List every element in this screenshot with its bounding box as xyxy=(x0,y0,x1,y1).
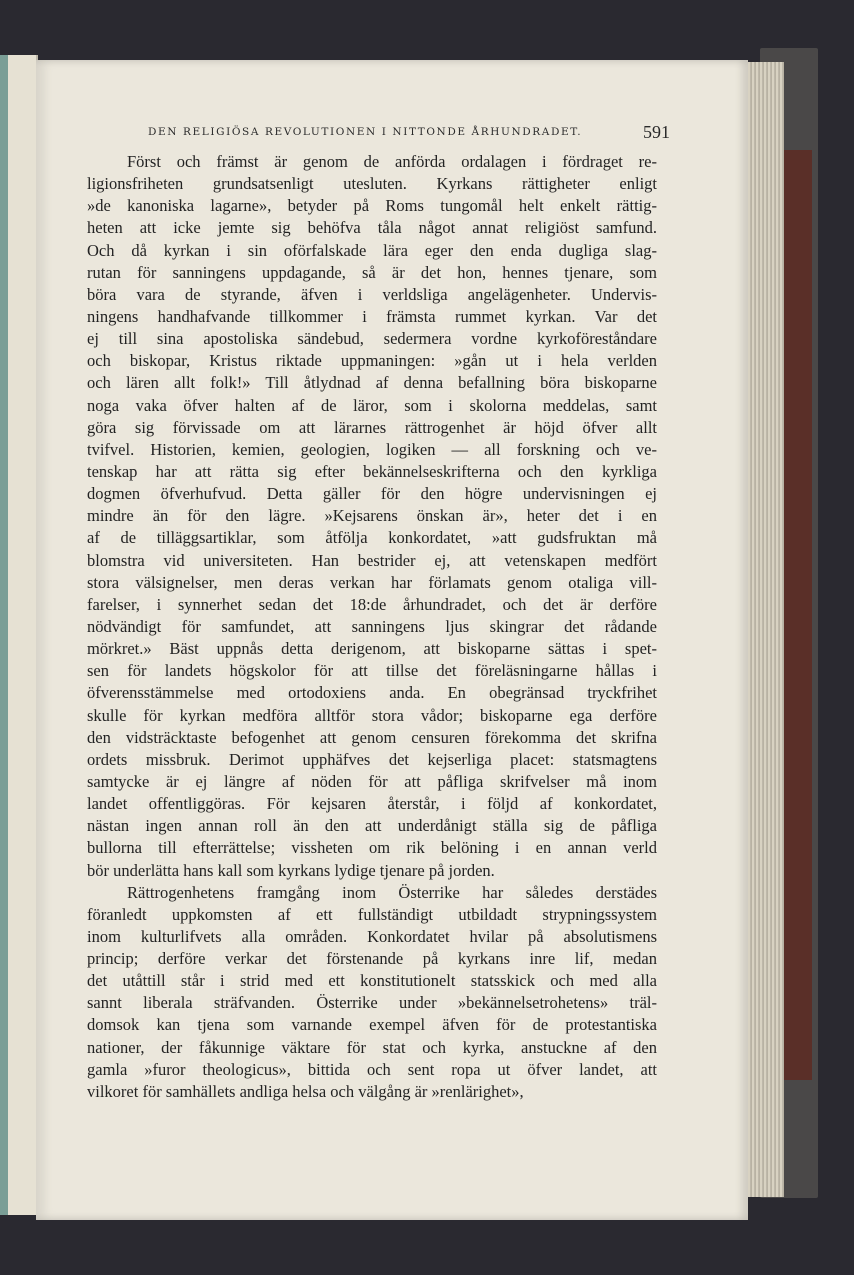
text-line: och lären allt folk!» Till åtlydnad af denna befallning böra biskoparne xyxy=(87,373,657,393)
text-line: nästan ingen annan roll än den att underdånigt ställa sig de påfliga xyxy=(87,816,657,836)
text-line: skulle för kyrkan medföra alltför stora vådor; biskoparne ega derföre xyxy=(87,705,657,725)
text-line: sannt liberala sträfvanden. Österrike under »bekännelsetrohetens» träl- xyxy=(87,993,657,1013)
text-line: ningens handhafvande tillkommer i främsta rummet kyrkan. Var det xyxy=(87,306,657,326)
text-line: vilkoret för samhällets andliga helsa och välgång är »renlärighet», xyxy=(87,1081,524,1101)
text-line: mindre än för den lägre. »Kejsarens önskan är», heter det i en xyxy=(87,506,657,526)
page-edges xyxy=(744,62,784,1197)
text-line: ligionsfriheten grundsatsenligt utesluten. Kyrkans rättigheter enligt xyxy=(87,174,657,194)
text-line: öfverensstämmelse med ortodoxiens anda. En obegränsad tryckfrihet xyxy=(87,683,657,703)
text-line: böra vara de styrande, äfven i verldsliga angelägenheter. Undervis- xyxy=(87,284,657,304)
text-line: nationer, der fåkunnige väktare för stat och kyrka, anstuckne af den xyxy=(87,1037,657,1057)
text-line: dogmen öfverhufvud. Detta gäller för den högre undervisningen ej xyxy=(87,484,657,504)
book-cover-spine xyxy=(782,150,812,1080)
text-line: blomstra vid universiteten. Han bestrider ej, att vetenskapen medfört xyxy=(87,550,657,570)
text-line: sen för landets högskolor för att tillse det föreläsningarne hållas i xyxy=(87,661,657,681)
text-line: ordets missbruk. Derimot upphäfves det kejserliga placet: statsmagtens xyxy=(87,749,657,769)
text-line: tvifvel. Historien, kemien, geologien, logiken — all forskning och ve- xyxy=(87,439,657,459)
text-line: Rättrogenhetens framgång inom Österrike har således derstädes xyxy=(127,882,657,902)
text-line: af de tilläggsartiklar, som åtfölja konkordatet, »att gudsfruktan må xyxy=(87,528,657,548)
text-line: heten att icke jemte sig behöfva tåla något annat religiöst samfund. xyxy=(87,218,657,238)
text-line: landet offentliggöras. För kejsaren återstår, i följd af konkordatet, xyxy=(87,794,657,814)
text-line: domsok kan tjena som varnande exempel äfven för de protestantiska xyxy=(87,1015,657,1035)
text-line: princip; derföre verkar det förstenande på kyrkans inre lif, medan xyxy=(87,949,657,969)
text-line: gamla »furor theologicus», bittida och sent ropa ut öfver landet, att xyxy=(87,1059,657,1079)
text-line: och biskopar, Kristus riktade uppmaningen: »gån ut i hela verlden xyxy=(87,351,657,371)
text-line: den vidsträcktaste befogenhet att genom censuren förekomma det skrifna xyxy=(87,727,657,747)
text-line: stora välsignelser, men deras verkan har förlamats genom otaliga vill- xyxy=(87,572,657,592)
text-line: bör underlätta hans kall som kyrkans lydige tjenare på jorden. xyxy=(87,860,495,880)
body-text xyxy=(87,151,657,1103)
text-line: samtycke är ej längre af nöden för att påfliga skrifvelser må inom xyxy=(87,771,657,791)
page-number: 591 xyxy=(643,122,670,142)
text-line: tenskap har att rätta sig efter bekännelseskrifterna och den kyrkliga xyxy=(87,461,657,481)
text-line: inom kulturlifvets alla områden. Konkordatet hvilar på absolutismens xyxy=(87,926,657,946)
text-line: noga vaka öfver halten af de läror, som i skolorna meddelas, samt xyxy=(87,395,657,415)
running-head: DEN RELIGIÖSA REVOLUTIONEN I NITTONDE ÅRHUNDRADET. xyxy=(148,126,583,138)
text-line: Och då kyrkan i sin oförfalskade lära eger den enda dugliga slag- xyxy=(87,240,657,260)
left-page-edge xyxy=(0,55,8,1215)
text-line: Först och främst är genom de anförda ordalagen i fördraget re- xyxy=(127,152,657,171)
text-line: föranledt uppkomsten af ett fullständigt utbildadt strypningssystem xyxy=(87,904,657,924)
text-line: rutan för sanningens uppdagande, så är det hon, hennes tjenare, som xyxy=(87,262,657,282)
text-line: »de kanoniska lagarne», betyder på Roms tungomål helt enkelt rättig- xyxy=(87,196,657,216)
text-line: göra sig förvissade om att lärarnes rättrogenhet är höjd öfver allt xyxy=(87,417,657,437)
text-line: farelser, i synnerhet sedan det 18:de århundradet, och det är derföre xyxy=(87,594,657,614)
text-line: det utåttill står i strid med ett konstitutionelt statsskick och med alla xyxy=(87,971,657,991)
text-line: mörkret.» Bäst uppnås detta derigenom, att biskoparne sättas i spet- xyxy=(87,639,657,659)
text-line: ej till sina apostoliska sändebud, sedermera vordne kyrkoföreståndare xyxy=(87,329,657,349)
text-line: nödvändigt för samfundet, att sanningens ljus skingrar det rådande xyxy=(87,616,657,636)
text-line: bullorna till efterrättelse; vissheten om rik belöning i en annan verld xyxy=(87,838,657,858)
